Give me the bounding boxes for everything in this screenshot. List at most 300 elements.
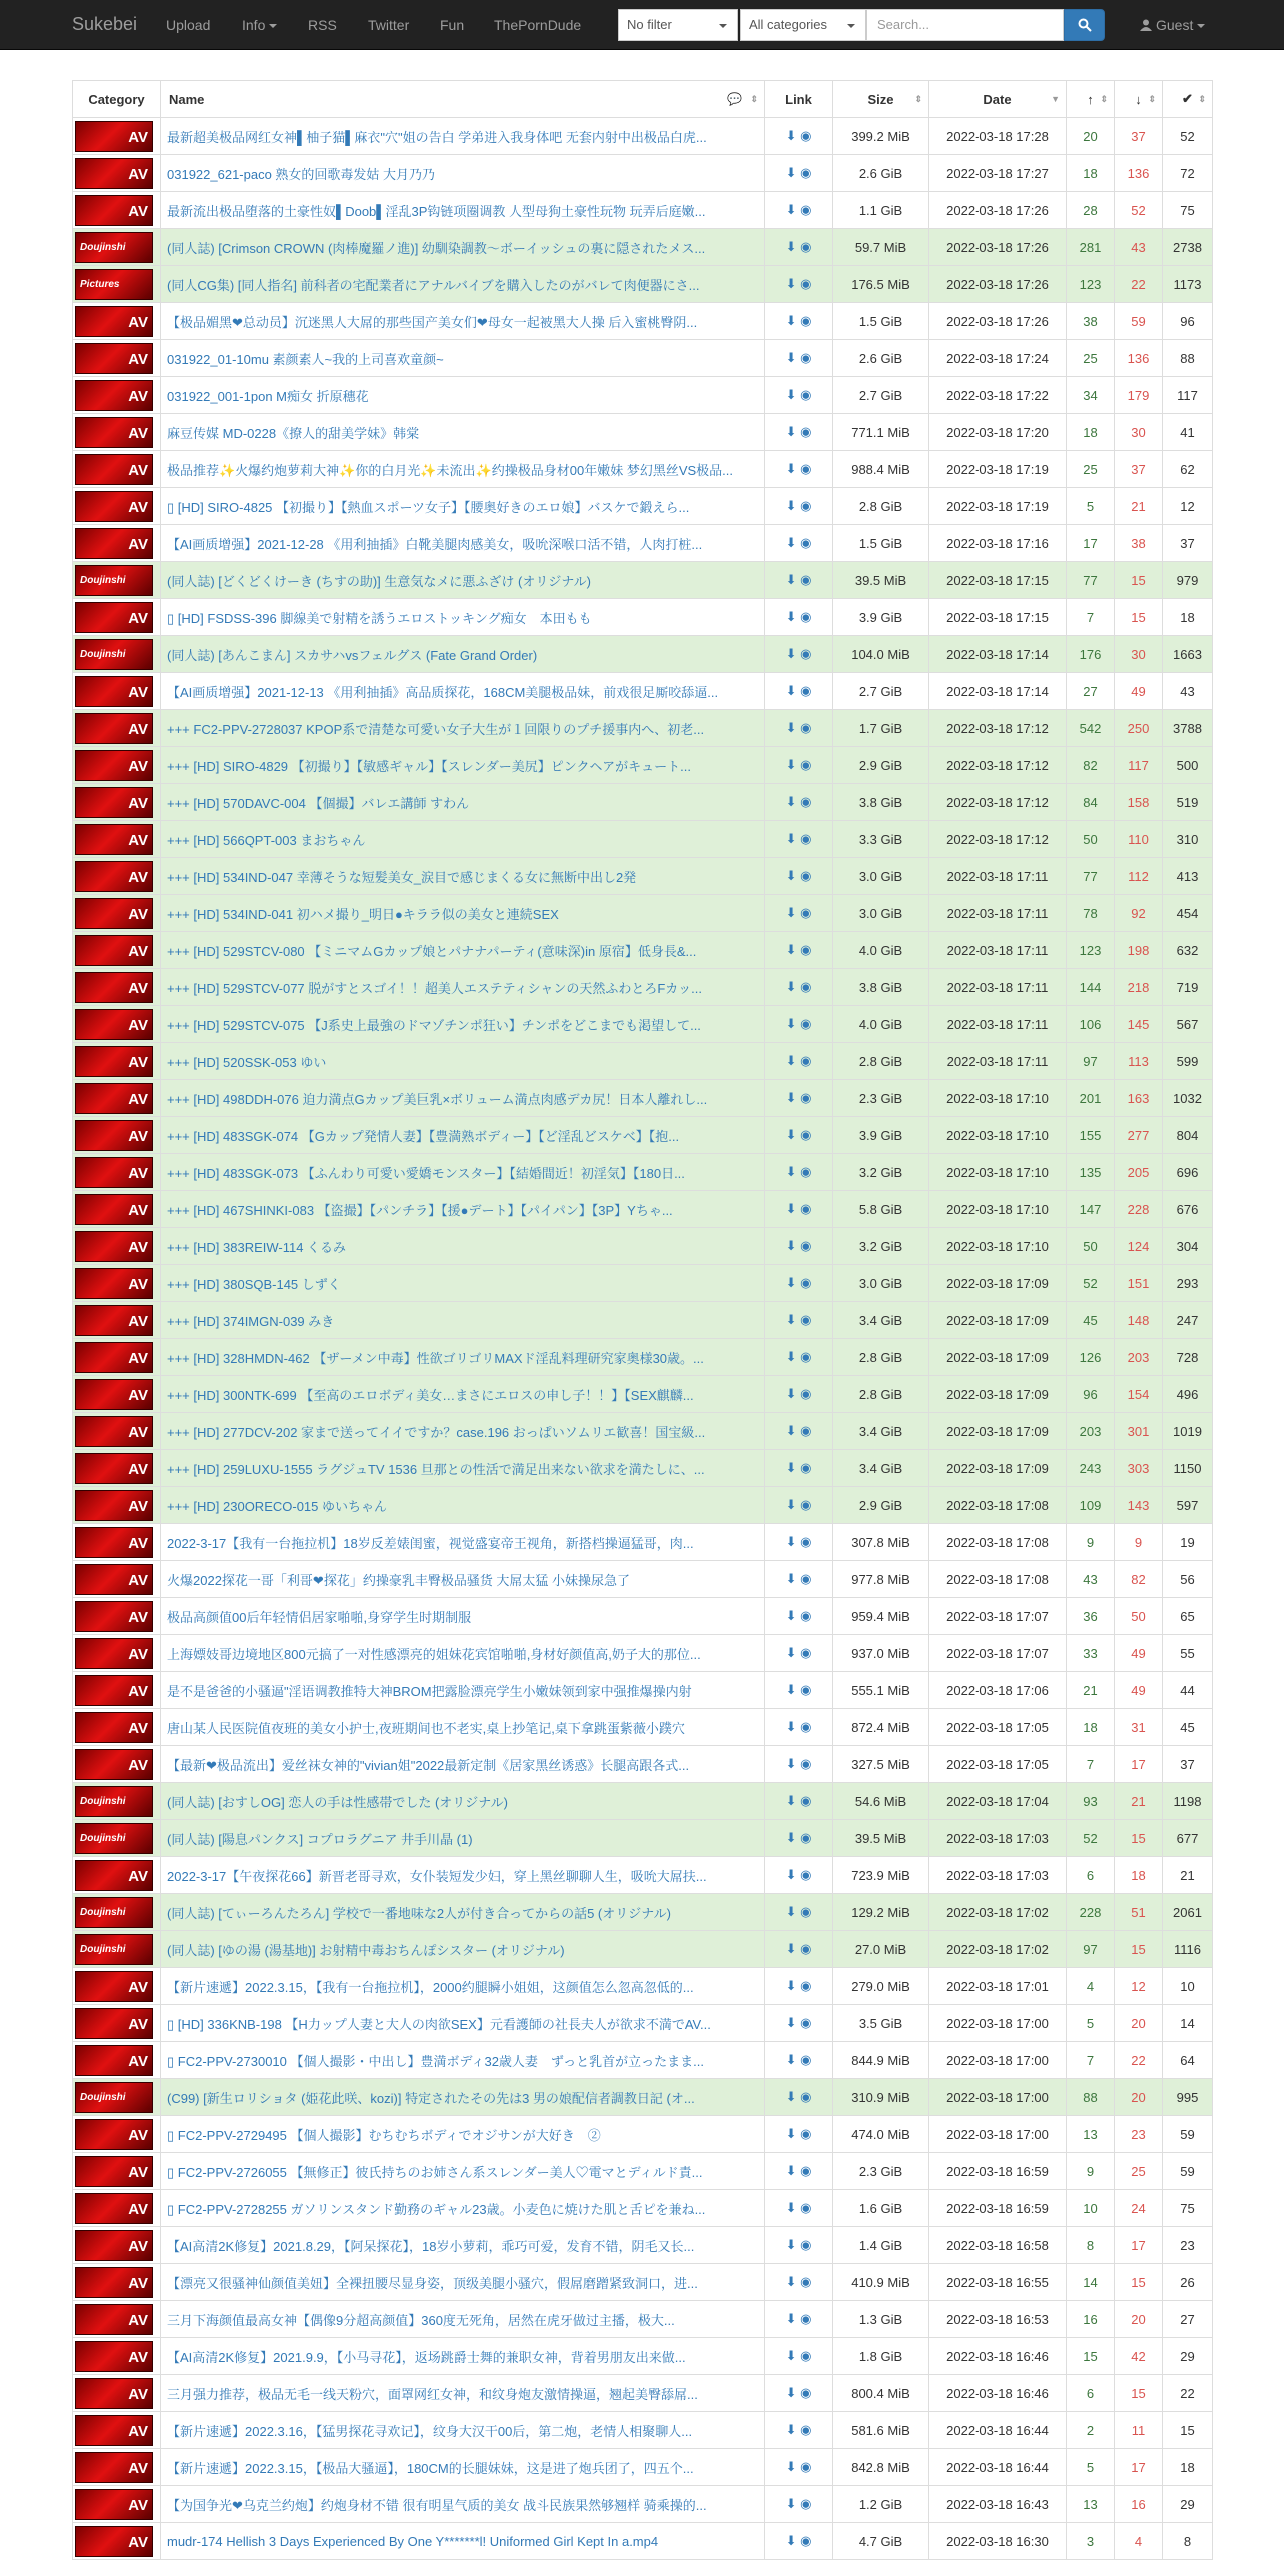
date-cell: 2022-03-18 17:24: [929, 340, 1067, 377]
leechers-cell: 51: [1115, 1894, 1163, 1931]
category-badge[interactable]: [75, 1416, 153, 1447]
category-badge[interactable]: [75, 2045, 153, 2076]
category-badge[interactable]: [75, 2082, 153, 2113]
completed-cell: 88: [1163, 340, 1213, 377]
download-magnet-icons[interactable]: ⬇ ◉: [785, 387, 812, 402]
torrent-name-link[interactable]: (同人CG集) [同人指名] 前科者の宅配業者にアナルバイブを購入したのがバレて肉便器にさ...: [161, 266, 765, 303]
download-magnet-icons[interactable]: ⬇ ◉: [785, 2052, 812, 2067]
category-cell: [73, 895, 161, 932]
category-badge[interactable]: [75, 232, 153, 263]
table-row: [73, 2116, 1213, 2153]
category-cell: [73, 377, 161, 414]
date-cell: 2022-03-18 17:09: [929, 1265, 1067, 1302]
seeders-cell: 228: [1067, 1894, 1115, 1931]
category-badge[interactable]: [75, 2008, 153, 2039]
category-badge[interactable]: [75, 121, 153, 152]
download-magnet-icons[interactable]: ⬇ ◉: [785, 2015, 812, 2030]
download-magnet-icons[interactable]: ⬇ ◉: [785, 2422, 812, 2437]
download-magnet-icons[interactable]: ⬇ ◉: [785, 905, 812, 920]
download-magnet-icons[interactable]: ⬇ ◉: [785, 424, 812, 439]
torrent-name-link[interactable]: 【AI高清2K修复】2021.9.9，【小马寻花】，返场跳爵士舞的兼职女神，背着男朋友出来做...: [161, 2338, 765, 2375]
category-badge[interactable]: [75, 1379, 153, 1410]
date-cell: 2022-03-18 17:20: [929, 414, 1067, 451]
download-magnet-icons[interactable]: ⬇ ◉: [785, 683, 812, 698]
leechers-cell: 113: [1115, 1043, 1163, 1080]
seeders-cell: 18: [1067, 1709, 1115, 1746]
torrent-name-link[interactable]: 【AI高清2K修复】2021.8.29，【阿呆探花】，18岁小萝莉，乖巧可爱，发育不错，阴毛又长...: [161, 2227, 765, 2264]
category-badge[interactable]: [75, 1305, 153, 1336]
size-cell: 59.7 MiB: [833, 229, 929, 266]
torrent-name-link[interactable]: 【极品媚黑❤总动员】沉迷黑人大屌的那些国产美女们❤母女一起被黑大人操 后入蜜桃臀阴...: [161, 303, 765, 340]
header-seeders[interactable]: [1067, 81, 1115, 118]
category-cell: [73, 1598, 161, 1635]
category-badge[interactable]: [75, 1453, 153, 1484]
user-icon: [1140, 19, 1152, 31]
category-badge[interactable]: [75, 491, 153, 522]
size-cell: 1.7 GiB: [833, 710, 929, 747]
table-row: [73, 266, 1213, 303]
seeders-cell: 15: [1067, 2338, 1115, 2375]
category-badge[interactable]: [75, 1564, 153, 1595]
torrent-name-link[interactable]: +++ [HD] 498DDH-076 迫力満点Gカップ美巨乳×ボリューム満点肉感デカ尻！日本人離れし...: [161, 1080, 765, 1117]
torrent-table: [72, 80, 1213, 2560]
torrent-name-link[interactable]: 是不是爸爸的小骚逼"淫语调教推特大神BROM把露脸漂亮学生小嫩妹领到家中强推爆操内射: [161, 1672, 765, 1709]
category-badge[interactable]: [75, 1046, 153, 1077]
download-magnet-icons[interactable]: ⬇ ◉: [785, 1978, 812, 1993]
torrent-name-link[interactable]: 031922_621-paco 熟女的回歌毒发姑 大月乃乃: [161, 155, 765, 192]
category-badge[interactable]: [75, 1897, 153, 1928]
category-badge[interactable]: [75, 1601, 153, 1632]
torrent-name-link[interactable]: ▯ FC2-PPV-2726055 【無修正】彼氏持ちのお姉さん系スレンダー美人♡電マとディルド責...: [161, 2153, 765, 2190]
download-magnet-icons[interactable]: ⬇ ◉: [785, 2163, 812, 2178]
download-magnet-icons[interactable]: ⬇ ◉: [785, 1053, 812, 1068]
table-row: [73, 1894, 1213, 1931]
download-magnet-icons[interactable]: ⬇ ◉: [785, 276, 812, 291]
torrent-name-link[interactable]: +++ [HD] 383REIW-114 くるみ: [161, 1228, 765, 1265]
download-magnet-icons[interactable]: ⬇ ◉: [785, 535, 812, 550]
category-badge[interactable]: [75, 1786, 153, 1817]
size-cell: 2.7 GiB: [833, 377, 929, 414]
download-magnet-icons[interactable]: ⬇ ◉: [785, 1349, 812, 1364]
category-badge[interactable]: [75, 1342, 153, 1373]
download-magnet-icons[interactable]: ⬇ ◉: [785, 1201, 812, 1216]
user-menu[interactable]: [1140, 17, 1205, 33]
torrent-name-link[interactable]: ▯ FC2-PPV-2729495 【個人撮影】むちむちボディでオジサンが大好き ②: [161, 2116, 765, 2153]
table-row: [73, 1561, 1213, 1598]
leechers-cell: 145: [1115, 1006, 1163, 1043]
link-cell: [765, 2153, 833, 2190]
category-select[interactable]: [740, 9, 866, 41]
category-badge[interactable]: [75, 454, 153, 485]
date-cell: 2022-03-18 17:07: [929, 1635, 1067, 1672]
header-size[interactable]: [833, 81, 929, 118]
category-badge[interactable]: [75, 565, 153, 596]
header-name[interactable]: [161, 81, 765, 118]
download-magnet-icons[interactable]: ⬇ ◉: [785, 350, 812, 365]
download-magnet-icons[interactable]: ⬇ ◉: [785, 1497, 812, 1512]
seeders-cell: 201: [1067, 1080, 1115, 1117]
seeders-cell: 96: [1067, 1376, 1115, 1413]
download-magnet-icons[interactable]: ⬇ ◉: [785, 1534, 812, 1549]
download-magnet-icons[interactable]: ⬇ ◉: [785, 239, 812, 254]
search-input[interactable]: Search...: [866, 9, 1064, 41]
torrent-name-link[interactable]: +++ [HD] 534IND-041 初ハメ撮り_明日●キララ似の美女と連続SEX: [161, 895, 765, 932]
category-badge[interactable]: [75, 1638, 153, 1669]
download-magnet-icons[interactable]: ⬇ ◉: [785, 1460, 812, 1475]
download-magnet-icons[interactable]: ⬇ ◉: [785, 757, 812, 772]
category-badge[interactable]: [75, 824, 153, 855]
table-row: [73, 525, 1213, 562]
category-badge[interactable]: [75, 528, 153, 559]
download-magnet-icons[interactable]: ⬇ ◉: [785, 1312, 812, 1327]
download-magnet-icons[interactable]: ⬇ ◉: [785, 2533, 812, 2548]
torrent-name-link[interactable]: +++ [HD] 328HMDN-462 【ザーメン中毒】性欲ゴリゴリMAXド淫乱料理研究家奥様30歳。...: [161, 1339, 765, 1376]
download-magnet-icons[interactable]: ⬇ ◉: [785, 461, 812, 476]
torrent-name-link[interactable]: 唐山某人民医院值夜班的美女小护士,夜班期间也不老实,桌上抄笔记,桌下拿跳蛋紫薇小蹼穴: [161, 1709, 765, 1746]
download-magnet-icons[interactable]: ⬇ ◉: [785, 1386, 812, 1401]
download-magnet-icons[interactable]: ⬇ ◉: [785, 720, 812, 735]
torrent-name-link[interactable]: 三月下海颜值最高女神【偶像9分超高颜值】360度无死角，居然在虎牙做过主播，极大...: [161, 2301, 765, 2338]
torrent-name-link[interactable]: 【AI画质增强】2021-12-13 《用利抽插》高品质探花，168CM美腿极品妹，前戏很足厮咬舔逼...: [161, 673, 765, 710]
category-badge[interactable]: [75, 1527, 153, 1558]
torrent-name-link[interactable]: 三月强力推荐，极品无毛一线天粉穴，面罩网红女神，和纹身炮友激情操逼，翘起美臀舔屌...: [161, 2375, 765, 2412]
category-badge[interactable]: [75, 1194, 153, 1225]
completed-cell: 304: [1163, 1228, 1213, 1265]
download-magnet-icons[interactable]: ⬇ ◉: [785, 2126, 812, 2141]
torrent-name-link[interactable]: ▯ [HD] SIRO-4825 【初撮り】【熱血スポーツ女子】【腰奥好きのエロ娘】バスケで鍛えら...: [161, 488, 765, 525]
completed-cell: 413: [1163, 858, 1213, 895]
torrent-name-link[interactable]: 031922_001-1pon M痴女 折原穗花: [161, 377, 765, 414]
torrent-name-link[interactable]: (同人誌) [ゆの湯 (湯基地)] お射精中毒おちんぽシスター (オリジナル): [161, 1931, 765, 1968]
torrent-name-link[interactable]: +++ [HD] 277DCV-202 家まで送ってイイですか？case.196 おっぱいソムリエ歓喜！国宝級...: [161, 1413, 765, 1450]
torrent-name-link[interactable]: 上海嫖妓哥边境地区800元搞了一对性感漂亮的姐妹花宾馆啪啪,身材好颜值高,奶子大的那位...: [161, 1635, 765, 1672]
torrent-name-link[interactable]: ▯ FC2-PPV-2730010 【個人撮影・中出し】豊満ボディ32歳人妻 ずっと乳首が立ったまま...: [161, 2042, 765, 2079]
download-magnet-icons[interactable]: ⬇ ◉: [785, 1423, 812, 1438]
torrent-name-link[interactable]: 极品推荐✨火爆约炮萝莉大神✨你的白月光✨未流出✨约操极品身材00年嫩妹 梦幻黑丝VS极品...: [161, 451, 765, 488]
link-cell: [765, 821, 833, 858]
category-badge[interactable]: [75, 1971, 153, 2002]
torrent-name-link[interactable]: 极品高颜值00后年轻情侣居家啪啪,身穿学生时期制服: [161, 1598, 765, 1635]
download-magnet-icons[interactable]: ⬇ ◉: [785, 1719, 812, 1734]
seeders-cell: 13: [1067, 2116, 1115, 2153]
link-cell: [765, 858, 833, 895]
torrent-name-link[interactable]: +++ [HD] 259LUXU-1555 ラグジュTV 1536 旦那との性活で満足出来ない欲求を満たしに、...: [161, 1450, 765, 1487]
nav-porndude[interactable]: ThePornDude: [494, 17, 582, 33]
download-magnet-icons[interactable]: ⬇ ◉: [785, 979, 812, 994]
download-magnet-icons[interactable]: ⬇ ◉: [785, 2311, 812, 2326]
download-magnet-icons[interactable]: ⬇ ◉: [785, 1904, 812, 1919]
download-magnet-icons[interactable]: ⬇ ◉: [785, 868, 812, 883]
category-badge[interactable]: [75, 972, 153, 1003]
download-magnet-icons[interactable]: ⬇ ◉: [785, 1793, 812, 1808]
category-badge[interactable]: [75, 2156, 153, 2187]
torrent-name-link[interactable]: ▯ [HD] FSDSS-396 脚線美で射精を誘うエロストッキング痴女 本田もも: [161, 599, 765, 636]
category-badge[interactable]: [75, 1675, 153, 1706]
torrent-name-link[interactable]: mudr-174 Hellish 3 Days Experienced By One Y*******l! Uniformed Girl Kept In a.mp4: [161, 2523, 765, 2560]
nav-fun[interactable]: Fun: [440, 17, 465, 33]
table-row: [73, 2153, 1213, 2190]
download-magnet-icons[interactable]: ⬇ ◉: [785, 1164, 812, 1179]
torrent-name-link[interactable]: (同人誌) [陽息パンクス] コプロラグニア 井手川晶 (1): [161, 1820, 765, 1857]
torrent-name-link[interactable]: +++ [HD] 374IMGN-039 みき: [161, 1302, 765, 1339]
category-badge[interactable]: [75, 269, 153, 300]
seeders-cell: 3: [1067, 2523, 1115, 2560]
sort-icon: ⇕: [914, 94, 922, 104]
torrent-name-link[interactable]: (同人誌) [おすしOG] 恋人の手は性感帯でした (オリジナル): [161, 1783, 765, 1820]
nav-upload[interactable]: Upload: [166, 17, 211, 33]
torrent-name-link[interactable]: 最新超美极品网红女神▌柚子猫▌麻衣"穴"姐の告白 学弟进入我身体吧 无套内射中出极品白虎...: [161, 118, 765, 155]
header-category[interactable]: Category: [73, 81, 161, 118]
download-magnet-icons[interactable]: ⬇ ◉: [785, 1756, 812, 1771]
torrent-name-link[interactable]: 【AI画质增强】2021-12-28 《用利抽插》白靴美腿肉感美女，吸吮深喉口活不错，人肉打桩...: [161, 525, 765, 562]
torrent-name-link[interactable]: ▯ FC2-PPV-2728255 ガソリンスタンド勤務のギャル23歳。小麦色に焼けた肌と舌ピを兼ね...: [161, 2190, 765, 2227]
category-badge[interactable]: [75, 1934, 153, 1965]
torrent-name-link[interactable]: +++ [HD] 483SGK-074 【Gカップ発情人妻】【豊満熟ボディー】【ど淫乱どスケベ】【抱...: [161, 1117, 765, 1154]
seeders-cell: 78: [1067, 895, 1115, 932]
filter-select[interactable]: [618, 9, 738, 41]
download-magnet-icons[interactable]: ⬇ ◉: [785, 2348, 812, 2363]
search-button[interactable]: [1064, 9, 1105, 41]
size-cell: 3.2 GiB: [833, 1154, 929, 1191]
category-badge[interactable]: [75, 2267, 153, 2298]
torrent-name-link[interactable]: (同人誌) [どくどくけーき (ちすの助)] 生意気なメに悪ふざけ (オリジナル): [161, 562, 765, 599]
torrent-name-link[interactable]: +++ [HD] 380SQB-145 しずく: [161, 1265, 765, 1302]
torrent-name-link[interactable]: +++ [HD] 230ORECO-015 ゆいちゃん: [161, 1487, 765, 1524]
download-magnet-icons[interactable]: ⬇ ◉: [785, 609, 812, 624]
category-badge[interactable]: [75, 1120, 153, 1151]
category-badge[interactable]: [75, 750, 153, 781]
seeders-cell: 7: [1067, 2042, 1115, 2079]
completed-cell: 1198: [1163, 1783, 1213, 1820]
download-magnet-icons[interactable]: ⬇ ◉: [785, 2274, 812, 2289]
category-badge[interactable]: [75, 2193, 153, 2224]
date-cell: 2022-03-18 17:00: [929, 2005, 1067, 2042]
category-badge[interactable]: [75, 1009, 153, 1040]
link-cell: [765, 303, 833, 340]
category-badge[interactable]: [75, 417, 153, 448]
date-cell: 2022-03-18 17:10: [929, 1191, 1067, 1228]
download-magnet-icons[interactable]: ⬇ ◉: [785, 831, 812, 846]
category-badge[interactable]: [75, 2415, 153, 2446]
nav-rss[interactable]: RSS: [308, 17, 337, 33]
category-badge[interactable]: [75, 861, 153, 892]
seeders-cell: 77: [1067, 562, 1115, 599]
torrent-name-link[interactable]: +++ [HD] 529STCV-075 【J系史上最強のドマゾチンポ狂い】チンポをどこまでも渇望して...: [161, 1006, 765, 1043]
leechers-cell: 49: [1115, 1635, 1163, 1672]
link-cell: [765, 562, 833, 599]
category-badge[interactable]: [75, 1860, 153, 1891]
download-magnet-icons[interactable]: ⬇ ◉: [785, 1090, 812, 1105]
completed-cell: 995: [1163, 2079, 1213, 2116]
nav-twitter[interactable]: Twitter: [368, 17, 410, 33]
category-badge[interactable]: [75, 2452, 153, 2483]
category-badge[interactable]: [75, 343, 153, 374]
category-badge[interactable]: [75, 1749, 153, 1780]
category-cell: [73, 1857, 161, 1894]
download-magnet-icons[interactable]: ⬇ ◉: [785, 1275, 812, 1290]
torrent-name-link[interactable]: 【为国争光❤乌克兰约炮】约炮身材不错 很有明星气质的美女 战斗民族果然够翘样 骑乘操的...: [161, 2486, 765, 2523]
torrent-name-link[interactable]: (同人誌) [Crimson CROWN (肉棒魔羅ノ進)] 幼馴染調教～ボーイッシュの裏に隠されたメス...: [161, 229, 765, 266]
torrent-name-link[interactable]: 【新片速遞】2022.3.15，【极品大骚逼】，180CM的长腿妹妹，这是进了炮兵团了，四五个...: [161, 2449, 765, 2486]
torrent-name-link[interactable]: 031922_01-10mu 素颜素人~我的上司喜欢童颜~: [161, 340, 765, 377]
category-badge[interactable]: [75, 2304, 153, 2335]
size-cell: 2.8 GiB: [833, 1376, 929, 1413]
link-cell: [765, 377, 833, 414]
torrent-name-link[interactable]: +++ [HD] 467SHINKI-083 【盗撮】【パンチラ】【援●デート】【パイパン】【3P】Yちゃ...: [161, 1191, 765, 1228]
category-badge[interactable]: [75, 2119, 153, 2150]
category-badge[interactable]: [75, 639, 153, 670]
torrent-name-link[interactable]: +++ [HD] 483SGK-073 【ふんわり可愛い愛嬌モンスター】【結婚間近！初淫気】【180日...: [161, 1154, 765, 1191]
category-badge[interactable]: [75, 1490, 153, 1521]
torrent-name-link[interactable]: 2022-3-17【我有一台拖拉机】18岁反差婊闺蜜，视觉盛宴帝王视角，新搭档操逼猛哥，肉...: [161, 1524, 765, 1561]
torrent-name-link[interactable]: 2022-3-17【午夜探花66】新晋老哥寻欢，女仆装短发少妇，穿上黑丝聊聊人生，吸吮大屌扶...: [161, 1857, 765, 1894]
category-badge[interactable]: [75, 787, 153, 818]
category-label: Doujinshi: [80, 648, 126, 660]
torrent-name-link[interactable]: ▯ [HD] 336KNB-198 【H力ップ人妻と大人の肉欲SEX】元看護師の社長夫人が欲求不満でAV...: [161, 2005, 765, 2042]
download-magnet-icons[interactable]: ⬇ ◉: [785, 2237, 812, 2252]
category-badge[interactable]: [75, 676, 153, 707]
download-magnet-icons[interactable]: ⬇ ◉: [785, 1016, 812, 1031]
download-magnet-icons[interactable]: ⬇ ◉: [785, 1238, 812, 1253]
download-magnet-icons[interactable]: ⬇ ◉: [785, 2089, 812, 2104]
torrent-name-link[interactable]: 【最新❤极品流出】爱丝袜女神的"vivian姐"2022最新定制《居家黑丝诱惑》长腿高跟各式...: [161, 1746, 765, 1783]
completed-cell: 676: [1163, 1191, 1213, 1228]
completed-cell: 44: [1163, 1672, 1213, 1709]
category-badge[interactable]: [75, 2526, 153, 2557]
category-label: AV: [128, 2126, 148, 2144]
category-badge[interactable]: [75, 1712, 153, 1743]
category-label: Doujinshi: [80, 2091, 126, 2103]
download-magnet-icons[interactable]: ⬇ ◉: [785, 1830, 812, 1845]
category-badge[interactable]: [75, 898, 153, 929]
category-label: AV: [128, 1460, 148, 1478]
size-cell: 3.4 GiB: [833, 1302, 929, 1339]
size-cell: 2.8 GiB: [833, 1043, 929, 1080]
size-cell: 1.6 GiB: [833, 2190, 929, 2227]
torrent-name-link[interactable]: +++ [HD] 529STCV-080 【ミニマムGカップ娘とパナナパーティ(意味深)in 原宿】低身長&...: [161, 932, 765, 969]
category-badge[interactable]: [75, 158, 153, 189]
torrent-name-link[interactable]: +++ [HD] 520SSK-053 ゆい: [161, 1043, 765, 1080]
seeders-cell: 109: [1067, 1487, 1115, 1524]
category-badge[interactable]: [75, 2489, 153, 2520]
torrent-name-link[interactable]: 麻豆传媒 MD-0228《撩人的甜美学妹》韩棠: [161, 414, 765, 451]
link-cell: [765, 1191, 833, 1228]
download-magnet-icons[interactable]: ⬇ ◉: [785, 1645, 812, 1660]
size-cell: 5.8 GiB: [833, 1191, 929, 1228]
category-badge[interactable]: [75, 380, 153, 411]
completed-cell: 65: [1163, 1598, 1213, 1635]
header-completed[interactable]: [1163, 81, 1213, 118]
download-magnet-icons[interactable]: ⬇ ◉: [785, 2200, 812, 2215]
size-cell: 2.6 GiB: [833, 155, 929, 192]
category-cell: [73, 1524, 161, 1561]
torrent-name-link[interactable]: +++ [HD] 529STCV-077 脱がすとスゴイ！！超美人エステティシャンの天然ふわとろFカッ...: [161, 969, 765, 1006]
date-cell: 2022-03-18 17:10: [929, 1080, 1067, 1117]
download-magnet-icons[interactable]: ⬇ ◉: [785, 202, 812, 217]
download-magnet-icons[interactable]: ⬇ ◉: [785, 942, 812, 957]
link-cell: [765, 1080, 833, 1117]
download-magnet-icons[interactable]: ⬇ ◉: [785, 646, 812, 661]
category-cell: [73, 2375, 161, 2412]
category-cell: [73, 2005, 161, 2042]
download-magnet-icons[interactable]: ⬇ ◉: [785, 498, 812, 513]
torrent-name-link[interactable]: 最新流出极品堕落的土豪性奴▌Doob▌淫乱3P钩链项圈调教 人型母狗土豪性玩物 玩弄后庭嫩...: [161, 192, 765, 229]
torrent-name-link[interactable]: +++ FC2-PPV-2728037 KPOP系で清楚な可愛い女子大生が１回限りのプチ援事内へ、初老...: [161, 710, 765, 747]
header-leechers[interactable]: [1115, 81, 1163, 118]
category-badge[interactable]: [75, 306, 153, 337]
category-badge[interactable]: [75, 1268, 153, 1299]
category-badge[interactable]: [75, 1157, 153, 1188]
category-badge[interactable]: [75, 1823, 153, 1854]
torrent-name-link[interactable]: 火爆2022探花一哥「利哥❤探花」约操豪乳丰臀极品骚货 大屌太猛 小妹操尿急了: [161, 1561, 765, 1598]
torrent-name-link[interactable]: +++ [HD] SIRO-4829 【初撮り】【敏感ギャル】【スレンダー美尻】ピンクヘアがキュート...: [161, 747, 765, 784]
torrent-name-link[interactable]: (同人誌) [あんこまん] スカサハvsフェルグス (Fate Grand Order): [161, 636, 765, 673]
size-cell: 176.5 MiB: [833, 266, 929, 303]
torrent-name-link[interactable]: +++ [HD] 570DAVC-004 【個撮】バレエ講師 すわん: [161, 784, 765, 821]
category-cell: [73, 2338, 161, 2375]
download-magnet-icons[interactable]: ⬇ ◉: [785, 1571, 812, 1586]
download-magnet-icons[interactable]: ⬇ ◉: [785, 1127, 812, 1142]
download-magnet-icons[interactable]: ⬇ ◉: [785, 2496, 812, 2511]
torrent-name-link[interactable]: +++ [HD] 566QPT-003 まおちゃん: [161, 821, 765, 858]
leechers-cell: 163: [1115, 1080, 1163, 1117]
table-row: [73, 895, 1213, 932]
download-magnet-icons[interactable]: ⬇ ◉: [785, 165, 812, 180]
leechers-cell: 17: [1115, 2227, 1163, 2264]
category-badge[interactable]: [75, 195, 153, 226]
date-cell: 2022-03-18 17:08: [929, 1561, 1067, 1598]
category-badge[interactable]: [75, 602, 153, 633]
download-magnet-icons[interactable]: ⬇ ◉: [785, 572, 812, 587]
size-cell: 723.9 MiB: [833, 1857, 929, 1894]
download-magnet-icons[interactable]: ⬇ ◉: [785, 794, 812, 809]
category-badge[interactable]: [75, 1083, 153, 1114]
download-magnet-icons[interactable]: ⬇ ◉: [785, 2459, 812, 2474]
download-magnet-icons[interactable]: ⬇ ◉: [785, 128, 812, 143]
category-badge[interactable]: [75, 2378, 153, 2409]
torrent-name-link[interactable]: (同人誌) [てぃーろんたろん] 学校で一番地味な2人が付き合ってからの話5 (オリジナル): [161, 1894, 765, 1931]
category-badge[interactable]: [75, 2230, 153, 2261]
date-cell: 2022-03-18 17:11: [929, 932, 1067, 969]
torrent-name-link[interactable]: (C99) [新生ロリショタ (姫花此咲、kozi)] 特定されたその先は3 男の娘配信者調教日記 (オ...: [161, 2079, 765, 2116]
download-magnet-icons[interactable]: ⬇ ◉: [785, 2385, 812, 2400]
size-cell: 474.0 MiB: [833, 2116, 929, 2153]
download-magnet-icons[interactable]: ⬇ ◉: [785, 1941, 812, 1956]
torrent-name-link[interactable]: +++ [HD] 534IND-047 幸薄そうな短髪美女_涙目で感じまくる女に無断中出し2発: [161, 858, 765, 895]
size-cell: 54.6 MiB: [833, 1783, 929, 1820]
category-badge[interactable]: [75, 935, 153, 966]
torrent-name-link[interactable]: +++ [HD] 300NTK-699 【至高のエロボディ美女…まさにエロスの申し子！！】【SEX麒麟...: [161, 1376, 765, 1413]
leechers-cell: 15: [1115, 2375, 1163, 2412]
leechers-cell: 148: [1115, 1302, 1163, 1339]
download-magnet-icons[interactable]: ⬇ ◉: [785, 1867, 812, 1882]
category-badge[interactable]: [75, 2341, 153, 2372]
category-cell: [73, 2042, 161, 2079]
download-magnet-icons[interactable]: ⬇ ◉: [785, 1608, 812, 1623]
torrent-name-link[interactable]: 【漂亮又很骚神仙颜值美妞】全裸扭腰尽显身姿，顶级美腿小骚穴，假屌磨蹭紧致洞口，进...: [161, 2264, 765, 2301]
nav-info[interactable]: [242, 17, 277, 33]
category-badge[interactable]: [75, 1231, 153, 1262]
table-row: [73, 2005, 1213, 2042]
torrent-name-link[interactable]: 【新片速遞】2022.3.15，【我有一台拖拉机】，2000约腿瞬小姐姐，这颜值怎么忽高忽低的...: [161, 1968, 765, 2005]
header-date[interactable]: [929, 81, 1067, 118]
brand-link[interactable]: Sukebei: [72, 14, 138, 34]
size-cell: 2.3 GiB: [833, 1080, 929, 1117]
download-magnet-icons[interactable]: ⬇ ◉: [785, 313, 812, 328]
category-badge[interactable]: [75, 713, 153, 744]
torrent-name-link[interactable]: 【新片速遞】2022.3.16，【猛男探花寻欢记】，纹身大汉干00后，第二炮，老情人相聚聊人...: [161, 2412, 765, 2449]
download-magnet-icons[interactable]: ⬇ ◉: [785, 1682, 812, 1697]
